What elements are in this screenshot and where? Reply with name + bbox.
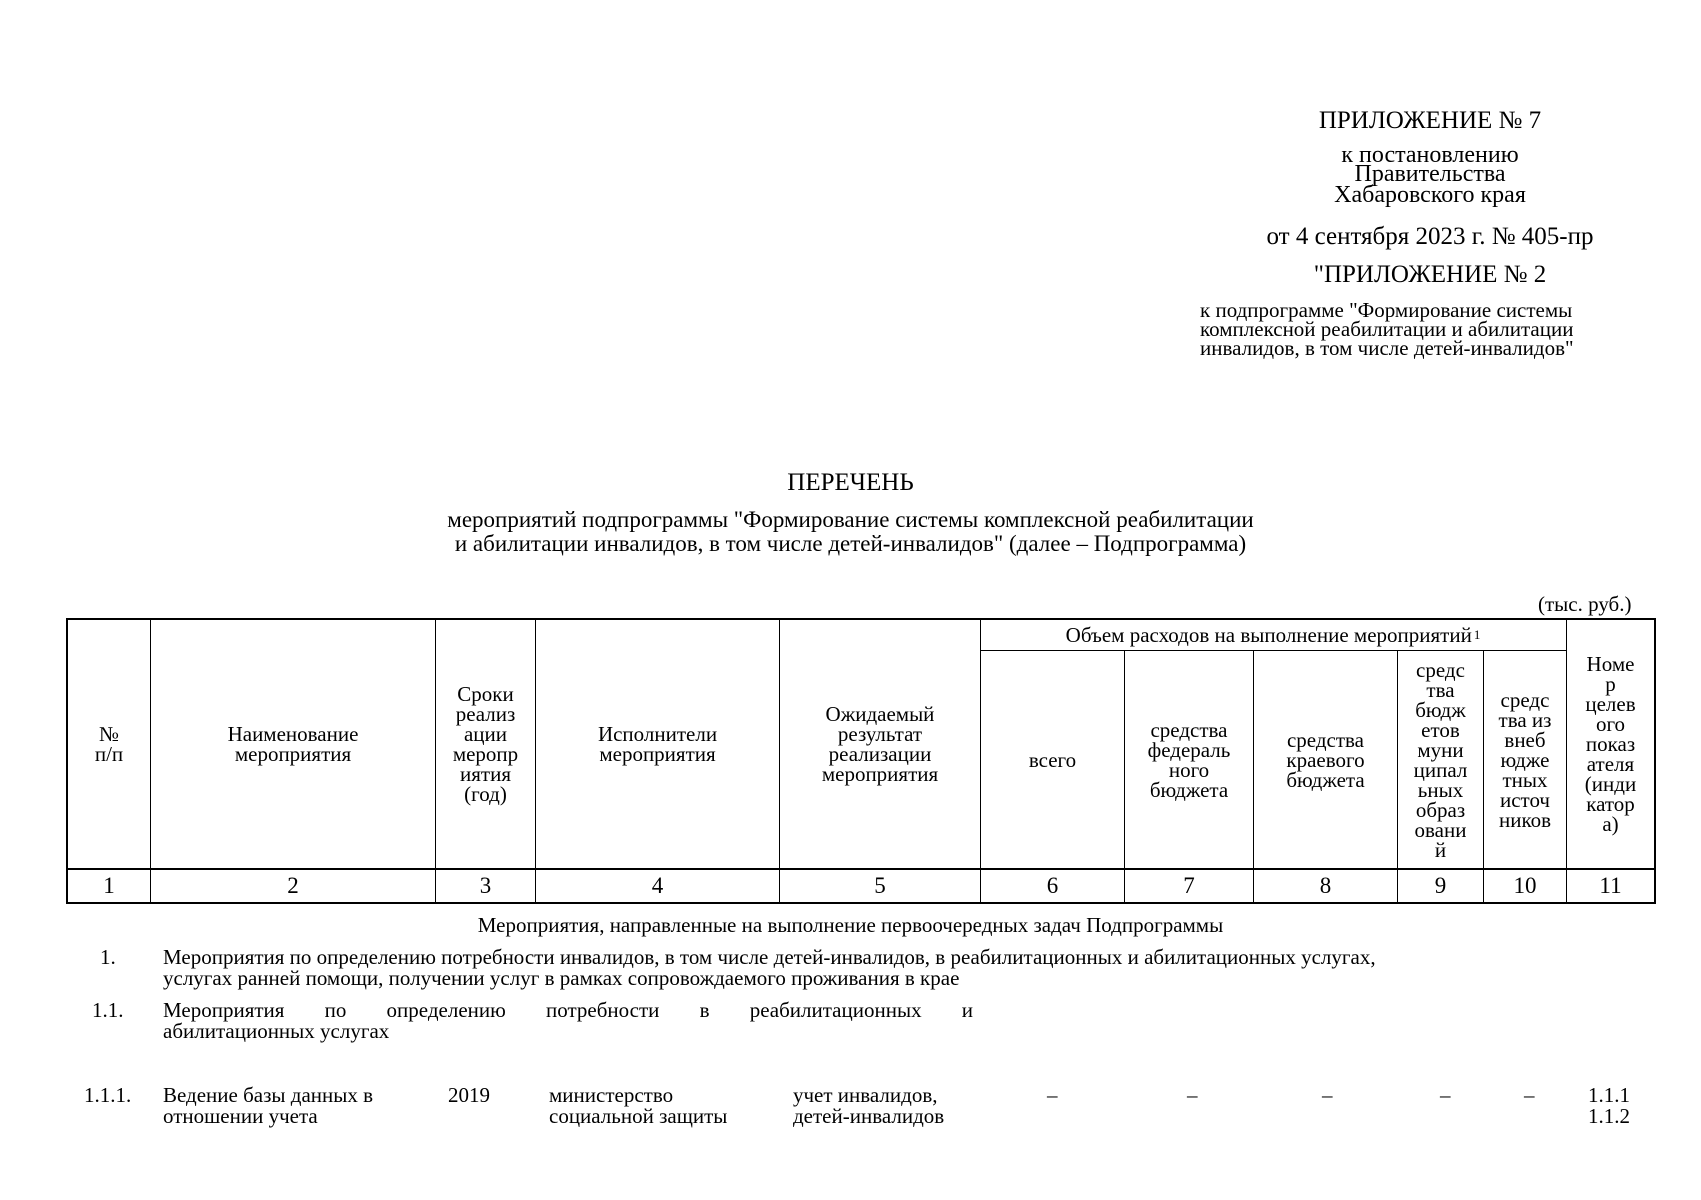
subprogram-line-3: инвалидов, в том числе детей-инвалидов" bbox=[1200, 336, 1574, 360]
col-header-result: Ожидаемый результат реализации мероприятия bbox=[821, 702, 939, 786]
col-header-period: Сроки реализ ации меропр иятия (год) bbox=[452, 682, 519, 806]
row-1-1-1-executor-line-1: министерство bbox=[549, 1083, 674, 1107]
col-number-4: 4 bbox=[651, 873, 664, 898]
col-number-7: 7 bbox=[1183, 873, 1195, 898]
row-1-1-1-name-line-2: отношении учета bbox=[163, 1104, 318, 1128]
footnote-mark: 1 bbox=[1473, 627, 1481, 642]
row-1-1-1-federal: – bbox=[1187, 1083, 1198, 1107]
row-1-1-1-executor-line-2: социальной защиты bbox=[549, 1104, 728, 1128]
col-header-number: № п/п bbox=[94, 722, 124, 766]
col-number-5: 5 bbox=[874, 873, 886, 898]
document-subtitle-1: мероприятий подпрограммы "Формирование системы комплексной реабилитации bbox=[447, 507, 1254, 532]
row-1-1-1-number: 1.1.1. bbox=[84, 1083, 132, 1107]
row-1-1-1-regional: – bbox=[1322, 1083, 1333, 1107]
document-subtitle-2: и абилитации инвалидов, в том числе детей-инвалидов" (далее – Подпрограмма) bbox=[454, 531, 1247, 556]
row-1-1-1-total: – bbox=[1047, 1083, 1058, 1107]
resolution-line: к постановлению bbox=[1341, 142, 1519, 168]
item-1-number: 1. bbox=[100, 945, 116, 969]
col-header-extrabudget: средс тва из внеб юдже тных источ ников bbox=[1498, 687, 1552, 832]
units-label: (тыс. руб.) bbox=[1538, 592, 1632, 616]
section-heading: Мероприятия, направленные на выполнение первоочередных задач Подпрограммы bbox=[477, 913, 1224, 937]
item-1-1-number: 1.1. bbox=[92, 998, 124, 1022]
col-number-3: 3 bbox=[479, 873, 492, 898]
col-number-2: 2 bbox=[287, 873, 299, 898]
row-1-1-1-result-line-2: детей-инвалидов bbox=[793, 1104, 945, 1128]
date-number-line: от 4 сентября 2023 г. № 405-пр bbox=[1266, 223, 1594, 250]
row-1-1-1-indicator-line-2: 1.1.2 bbox=[1588, 1104, 1630, 1128]
row-1-1-1-name-line-1: Ведение базы данных в bbox=[163, 1083, 374, 1107]
col-number-6: 6 bbox=[1046, 873, 1059, 898]
col-number-9: 9 bbox=[1434, 873, 1447, 898]
appendix-title: ПРИЛОЖЕНИЕ № 7 bbox=[1318, 107, 1542, 134]
item-1-text-line-1: Мероприятия по определению потребности инвалидов, в том числе детей-инвалидов, в реабилитационных и абилитационных услугах, bbox=[163, 945, 1376, 969]
col-header-total: всего bbox=[1028, 747, 1077, 772]
row-1-1-1-indicator-line-1: 1.1.1 bbox=[1588, 1083, 1630, 1107]
row-1-1-1-year: 2019 bbox=[448, 1083, 490, 1107]
col-number-1: 1 bbox=[103, 873, 115, 898]
government-line: Правительства bbox=[1354, 161, 1506, 187]
col-header-executors: Исполнители мероприятия bbox=[597, 722, 718, 766]
measures-table bbox=[66, 618, 1656, 903]
appendix2-title: "ПРИЛОЖЕНИЕ № 2 bbox=[1313, 261, 1547, 288]
row-1-1-1-municipal: – bbox=[1440, 1083, 1451, 1107]
subprogram-line-1: к подпрограмме "Формирование системы bbox=[1200, 298, 1573, 322]
col-header-federal: средства федераль ного бюджета bbox=[1147, 717, 1231, 802]
item-1-text-line-2: услугах ранней помощи, получении услуг в рамках сопровождаемого проживания в крае bbox=[163, 966, 960, 990]
col-header-municipal: средс тва бюдж етов муни ципал ьных образ овани й bbox=[1413, 657, 1468, 862]
expenses-group-header: Объем расходов на выполнение мероприятий 1 bbox=[1065, 623, 1481, 647]
col-header-name: Наименование мероприятия bbox=[227, 722, 359, 766]
row-1-1-1-result-line-1: учет инвалидов, bbox=[793, 1083, 938, 1107]
col-number-8: 8 bbox=[1319, 873, 1332, 898]
subprogram-line-2: комплексной реабилитации и абилитации bbox=[1200, 317, 1574, 341]
item-1-1-text-line-1: Мероприятия по определению потребности в реабилитационных и bbox=[163, 998, 973, 1022]
col-number-11: 11 bbox=[1599, 873, 1622, 898]
col-header-regional: средства краевого бюджета bbox=[1286, 727, 1365, 792]
item-1-1-text-line-2: абилитационных услугах bbox=[163, 1019, 390, 1043]
document-title: ПЕРЕЧЕНЬ bbox=[787, 469, 914, 496]
row-1-1-1-extrabudget: – bbox=[1524, 1083, 1535, 1107]
region-line: Хабаровского края bbox=[1334, 182, 1526, 208]
col-header-indicator: Номе р целев ого показ ателя (инди катор а) bbox=[1584, 652, 1637, 836]
col-number-10: 10 bbox=[1513, 873, 1537, 898]
